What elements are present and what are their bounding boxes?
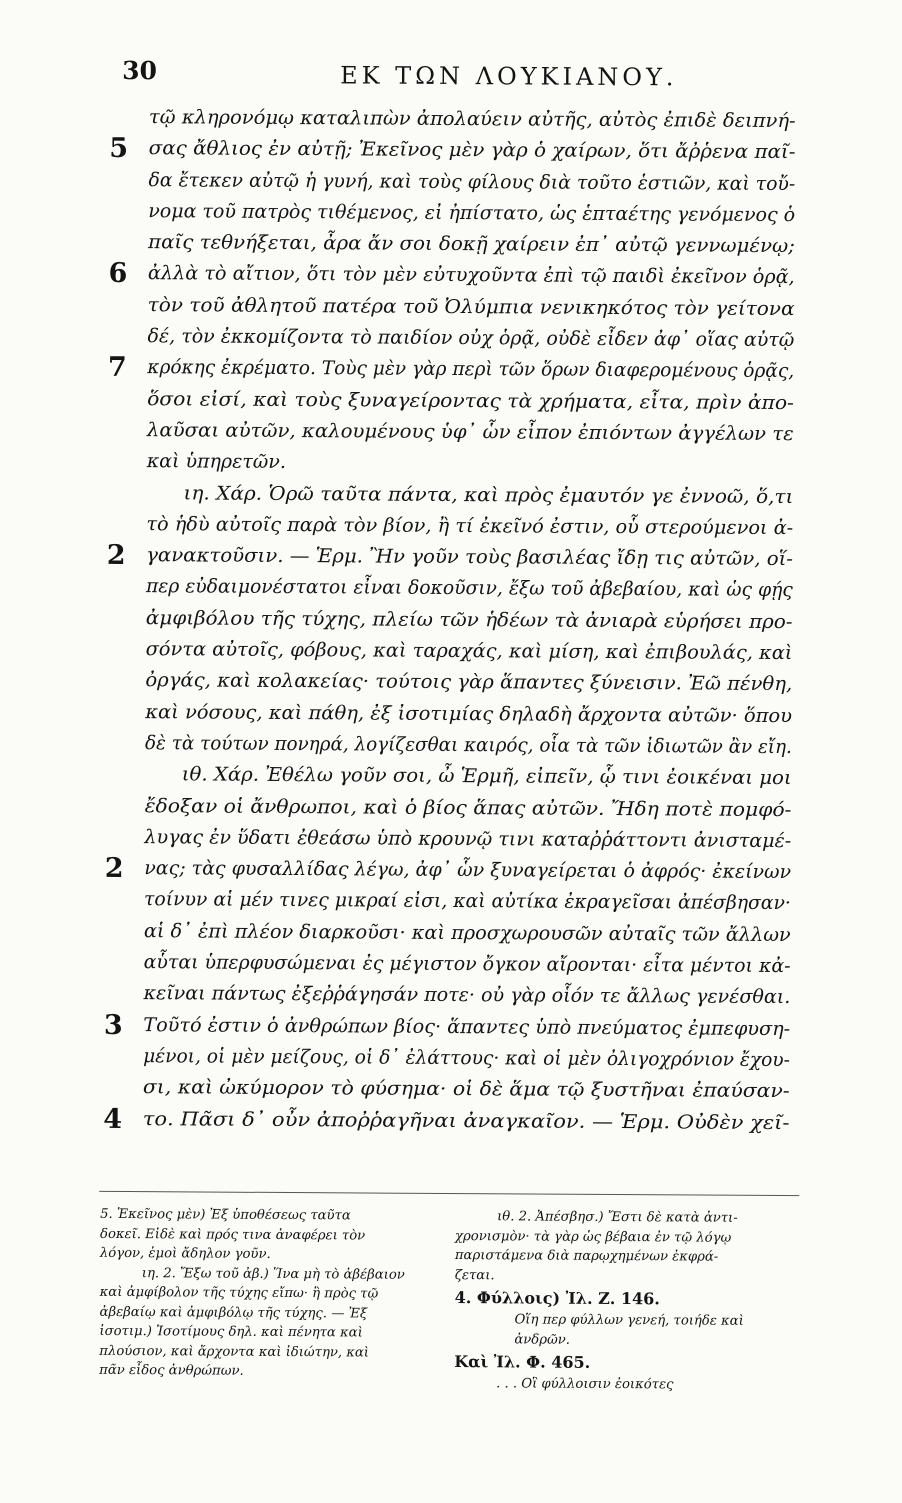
line-number: 2: [101, 853, 127, 884]
line-text: νας; τὰς φυσαλλίδας λέγω, ἀφ᾽ ὧν ξυναγείρεται ὁ ἀφρός· ἐκείνων: [144, 853, 791, 888]
footnote-line: Καὶ Ἰλ. Φ. 465.: [454, 1349, 804, 1376]
text-line: [100, 1072, 820, 1108]
footnote-rule: [99, 1191, 799, 1196]
line-text: κρόκης ἐκρέματο. Τοὺς μὲν γὰρ περὶ τῶν ὅρων διαφερομένους ὁρᾷς,: [147, 353, 794, 388]
line-number: 5: [106, 133, 132, 164]
line-text: τῷ κληρονόμῳ καταλιπὼν ἀπολαύειν αὐτῆς, αὐτὸς ἐπιδὲ δειπνή-: [149, 102, 796, 137]
footnote-line: παριστάμενα διὰ παρῳχημένων ἐκφρά-: [455, 1246, 805, 1268]
footnote-line: 4. Φύλλοις) Ἰλ. Ζ. 146.: [455, 1285, 805, 1312]
main-text: [100, 102, 826, 1139]
line-text: ὅσοι εἰσί, καὶ τοὺς ξυναγείροντας τὰ χρήματα, εἶτα, πρὶν ἀπο-: [147, 384, 794, 419]
text-line: [102, 697, 822, 733]
line-text: τοίνυν αἱ μέν τινες μικραί εἰσι, καὶ αὐτίκα ἐκραγεῖσαι ἀπέσβησαν·: [144, 885, 791, 920]
text-line: [105, 196, 825, 232]
footnote-line: ἰσοτιμ.) Ἰσοτίμους δηλ. καὶ πένητα καὶ: [99, 1322, 429, 1344]
line-text: δα ἔτεκεν αὐτῷ ἡ γυνή, καὶ τοὺς φίλους διὰ τοῦτο ἑστιῶν, καὶ τοὔ-: [148, 165, 795, 200]
footnote-line: 5. Ἐκεῖνος μὲν) Ἐξ ὑποθέσεως ταῦτα: [100, 1205, 430, 1227]
text-line: [104, 415, 824, 451]
line-text: σι, καὶ ὠκύμορον τὸ φύσημα· οἱ δὲ ἅμα τῷ ξυστῆναι ἐπαύσαν-: [143, 1072, 790, 1107]
text-line: [102, 665, 822, 701]
text-line: [102, 790, 822, 826]
text-line: [101, 916, 821, 952]
line-text: περ εὐδαιμονέστατοι εἶναι δοκοῦσιν, ἔξω τοῦ ἀβεβαίου, καὶ ὡς φῄς: [146, 572, 793, 607]
line-number: 6: [105, 258, 131, 289]
footnote-line: ιθ. 2. Ἀπέσβησ.) Ἔστι δὲ κατὰ ἀντι-: [455, 1207, 805, 1229]
line-text: μένοι, οἱ μὲν μείζους, οἱ δ᾽ ἐλάττους· καὶ οἱ μὲν ὀλιγοχρόνιον ἔχου-: [143, 1041, 790, 1076]
footnote-line: ἀνδρῶν.: [454, 1330, 804, 1352]
text-line: [103, 634, 823, 670]
text-line: [103, 477, 823, 513]
line-text: ιη. Χάρ. Ὁρῶ ταῦτα πάντα, καὶ πρὸς ἐμαυτόν γε ἐννοῶ, ὅ,τι: [183, 478, 793, 513]
line-text: το. Πᾶσι δ᾽ οὖν ἀποῤῥαγῆναι ἀναγκαῖον. — Ἑρμ. Οὐδὲν χεῖ-: [143, 1104, 790, 1139]
text-line: [103, 509, 823, 545]
page-number: 30: [122, 56, 157, 85]
line-text: ἀμφιβόλου τῆς τύχης, πλείω τῶν ἡδέων τὰ ἀνιαρὰ εὑρήσει προ-: [146, 603, 793, 638]
line-text: τὸν τοῦ ἀθλητοῦ πατέρα τοῦ Ὀλύμπια νενικηκότος τὸν γείτονα: [148, 290, 795, 325]
footnotes-left-column: [99, 1205, 430, 1383]
line-text: κεῖναι πάντως ἐξεῤῥάγησάν ποτε· οὐ γὰρ οἷόν τε ἄλλως γενέσθαι.: [143, 978, 790, 1013]
text-line: [101, 853, 821, 889]
text-line: [104, 384, 824, 420]
footnote-line: Οἵη περ φύλλων γενεή, τοιήδε καὶ: [454, 1310, 804, 1332]
footnote-line: καὶ ἀμφίβολον τῆς τύχης εἴπω· ἢ πρὸς τῷ: [100, 1283, 430, 1305]
text-line: [103, 571, 823, 607]
line-text: ὀργάς, καὶ κολακείας· τούτοις γὰρ ἅπαντες ξύνεισιν. Ἐῶ πένθη,: [145, 665, 792, 700]
line-text: σόντα αὐτοῖς, φόβους, καὶ ταραχάς, καὶ μίση, καὶ ἐπιβουλάς, καὶ: [146, 634, 793, 669]
line-text: καὶ ὑπηρετῶν.: [147, 446, 286, 478]
line-text: παῖς τεθνήξεται, ἆρα ἄν σοι δοκῇ χαίρειν ἐπ᾽ αὐτῷ γεννωμένῳ;: [148, 227, 795, 262]
footnote-line: λόγον, ἐμοὶ ἄδηλον γοῦν.: [100, 1244, 430, 1266]
line-number: 7: [104, 352, 130, 383]
text-line: [106, 102, 826, 138]
text-line: [100, 1041, 820, 1077]
text-line: [104, 321, 824, 357]
line-number: 4: [100, 1103, 126, 1134]
text-line: [103, 603, 823, 639]
line-text: ιθ. Χάρ. Ἐθέλω γοῦν σοι, ὦ Ἑρμῆ, εἰπεῖν, ᾧ τινι ἐοικέναι μοι: [182, 760, 792, 795]
line-text: ἔδοξαν οἱ ἄνθρωποι, καὶ ὁ βίος ἅπας αὐτῶν. Ἤδη ποτὲ πομφό-: [145, 791, 792, 826]
text-line: [101, 947, 821, 983]
text-line: [100, 1009, 820, 1045]
text-line: [105, 258, 825, 294]
text-line: [105, 164, 825, 200]
text-line: [104, 352, 824, 388]
line-text: σας ἄθλιος ἐν αὐτῇ; Ἐκεῖνος μὲν γὰρ ὁ χαίρων, ὅτι ἄῤῥενα παῖ-: [149, 133, 796, 168]
line-text: γανακτοῦσιν. — Ἑρμ. Ἢν γοῦν τοὺς βασιλέας ἴδῃ τις αὐτῶν, οἵ-: [146, 540, 793, 575]
text-line: [104, 446, 824, 482]
text-line: [103, 540, 823, 576]
text-line: [101, 822, 821, 858]
line-text: νομα τοῦ πατρὸς τιθέμενος, εἰ ἠπίστατο, ὡς ἑπταέτης γενόμενος ὁ: [148, 196, 795, 231]
text-line: [102, 728, 822, 764]
text-line: [105, 227, 825, 263]
page-header: [122, 56, 822, 100]
text-line: [106, 133, 826, 169]
text-line: [101, 884, 821, 920]
footnote-line: ζεται.: [455, 1266, 805, 1288]
line-text: ἀλλὰ τὸ αἴτιον, ὅτι τὸν μὲν εὐτυχοῦντα ἐπὶ τῷ παιδὶ ἐκεῖνον ὁρᾷ,: [148, 259, 795, 294]
line-text: αἱ δ᾽ ἐπὶ πλέον διαρκοῦσι· καὶ προσχωρουσῶν αὐταῖς τῶν ἄλλων: [144, 916, 791, 951]
line-text: καὶ νόσους, καὶ πάθη, ἐξ ἰσοτιμίας δηλαδὴ ἄρχοντα αὐτῶν· ὅπου: [145, 697, 792, 732]
line-number: 3: [100, 1009, 126, 1040]
footnote-line: ἀβεβαίῳ καὶ ἀμφιβόλῳ τῆς τύχης. — Ἐξ: [100, 1302, 430, 1324]
footnotes-right-column: [454, 1207, 805, 1396]
line-text: δέ, τὸν ἐκκομίζοντα τὸ παιδίον οὐχ ὁρᾷ, οὐδὲ εἶδεν ἀφ᾽ οἵας αὐτῷ: [147, 321, 794, 356]
footnote-line: ιη. 2. Ἔξω τοῦ ἀβ.) Ἵνα μὴ τὸ ἀβέβαιον: [100, 1263, 430, 1285]
line-text: δὲ τὰ τούτων πονηρά, λογίζεσθαι καιρός, οἷα τὰ τῶν ἰδιωτῶν ἂν εἴη.: [145, 728, 792, 763]
text-line: [105, 290, 825, 326]
footnote-line: πλούσιον, καὶ ἄρχοντα καὶ ἰδιώτην, καὶ: [99, 1341, 429, 1363]
running-head: ΕΚ ΤΩΝ ΛΟΥΚΙΑΝΟΥ.: [340, 61, 678, 91]
text-line: [102, 759, 822, 795]
footnote-line: πᾶν εἶδος ἀνθρώπων.: [99, 1361, 429, 1383]
footnote-line: δοκεῖ. Εἰδὲ καὶ πρός τινα ἀναφέρει τὸν: [100, 1224, 430, 1246]
line-text: λαῦσαι αὐτῶν, καλουμένους ὑφ᾽ ὧν εἶπον ἐπιόντων ἀγγέλων τε: [147, 415, 794, 450]
footnote-line: . . . Οἳ φύλλοισιν ἐοικότες: [454, 1374, 804, 1396]
line-text: λυγας ἐν ὕδατι ἐθεάσω ὑπὸ κρουνῷ τινι καταῤῥάττοντι ἀνισταμέ-: [144, 822, 791, 857]
text-line: [100, 1103, 820, 1139]
line-text: αὗται ὑπερφυσώμεναι ἐς μέγιστον ὄγκον αἴρονται· εἶτα μέντοι κἀ-: [144, 947, 791, 982]
line-text: Τοῦτό ἐστιν ὁ ἀνθρώπων βίος· ἅπαντες ὑπὸ πνεύματος ἐμπεφυση-: [143, 1010, 790, 1045]
line-number: 2: [103, 540, 129, 571]
line-text: τὸ ἡδὺ αὐτοῖς παρὰ τὸν βίον, ἢ τί ἐκεῖνό ἐστιν, οὗ στερούμενοι ἀ-: [146, 509, 793, 544]
text-line: [100, 978, 820, 1014]
footnote-line: χρονισμὸν· τὰ γὰρ ὡς βέβαια ἐν τῷ λόγῳ: [455, 1227, 805, 1249]
